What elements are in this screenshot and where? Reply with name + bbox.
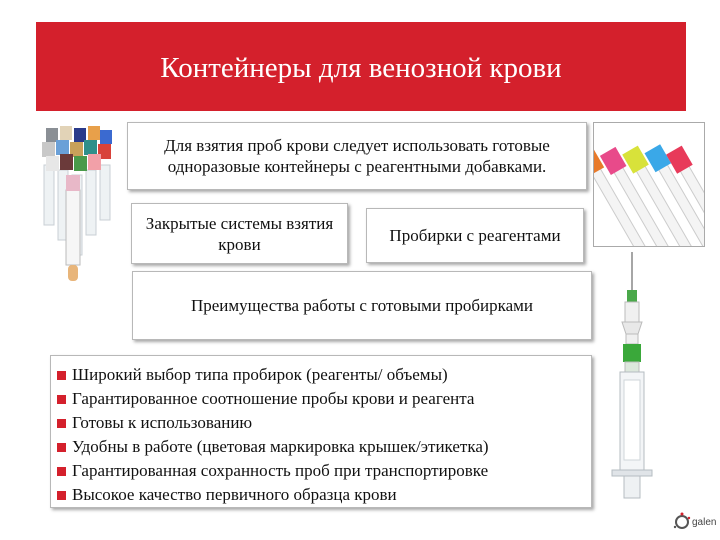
tube-holder-image xyxy=(598,252,666,502)
galen-logo xyxy=(672,510,716,534)
bullet-square-icon xyxy=(57,395,66,404)
slide-title: Контейнеры для венозной крови xyxy=(160,52,562,84)
bullet-square-icon xyxy=(57,419,66,428)
reagent-tubes-text: Пробирки с реагентами xyxy=(389,226,561,245)
bullet-square-icon xyxy=(57,371,66,380)
closed-systems-box xyxy=(131,203,348,264)
advantages-list xyxy=(50,355,592,508)
bullet-square-icon xyxy=(57,491,66,500)
list-item: Высокое качество первичного образца крови xyxy=(57,483,591,507)
intro-box xyxy=(127,122,587,190)
galen-logo-icon xyxy=(672,512,692,532)
advantages-box xyxy=(132,271,592,340)
list-item: Гарантированное соотношение пробы крови и реагента xyxy=(57,387,591,411)
closed-systems-text: Закрытые системы взятия крови xyxy=(145,213,334,254)
list-item: Гарантированная сохранность проб при транспортировке xyxy=(57,459,591,483)
bullet-square-icon xyxy=(57,467,66,476)
bullet-square-icon xyxy=(57,443,66,452)
list-item: Готовы к использованию xyxy=(57,411,591,435)
tube-caps-image xyxy=(593,122,705,247)
intro-text: Для взятия проб крови следует использовать готовые одноразовые контейнеры с реагентными добавками. xyxy=(164,136,550,176)
logo-text: galen xyxy=(692,517,717,528)
tube-cluster-image xyxy=(38,120,120,285)
advantages-title: Преимущества работы с готовыми пробирками xyxy=(190,296,533,315)
list-item: Удобны в работе (цветовая маркировка крышек/этикетка) xyxy=(57,435,591,459)
list-item: Широкий выбор типа пробирок (реагенты/ объемы) xyxy=(57,363,591,387)
reagent-tubes-box xyxy=(366,208,584,263)
title-bar xyxy=(36,22,686,111)
